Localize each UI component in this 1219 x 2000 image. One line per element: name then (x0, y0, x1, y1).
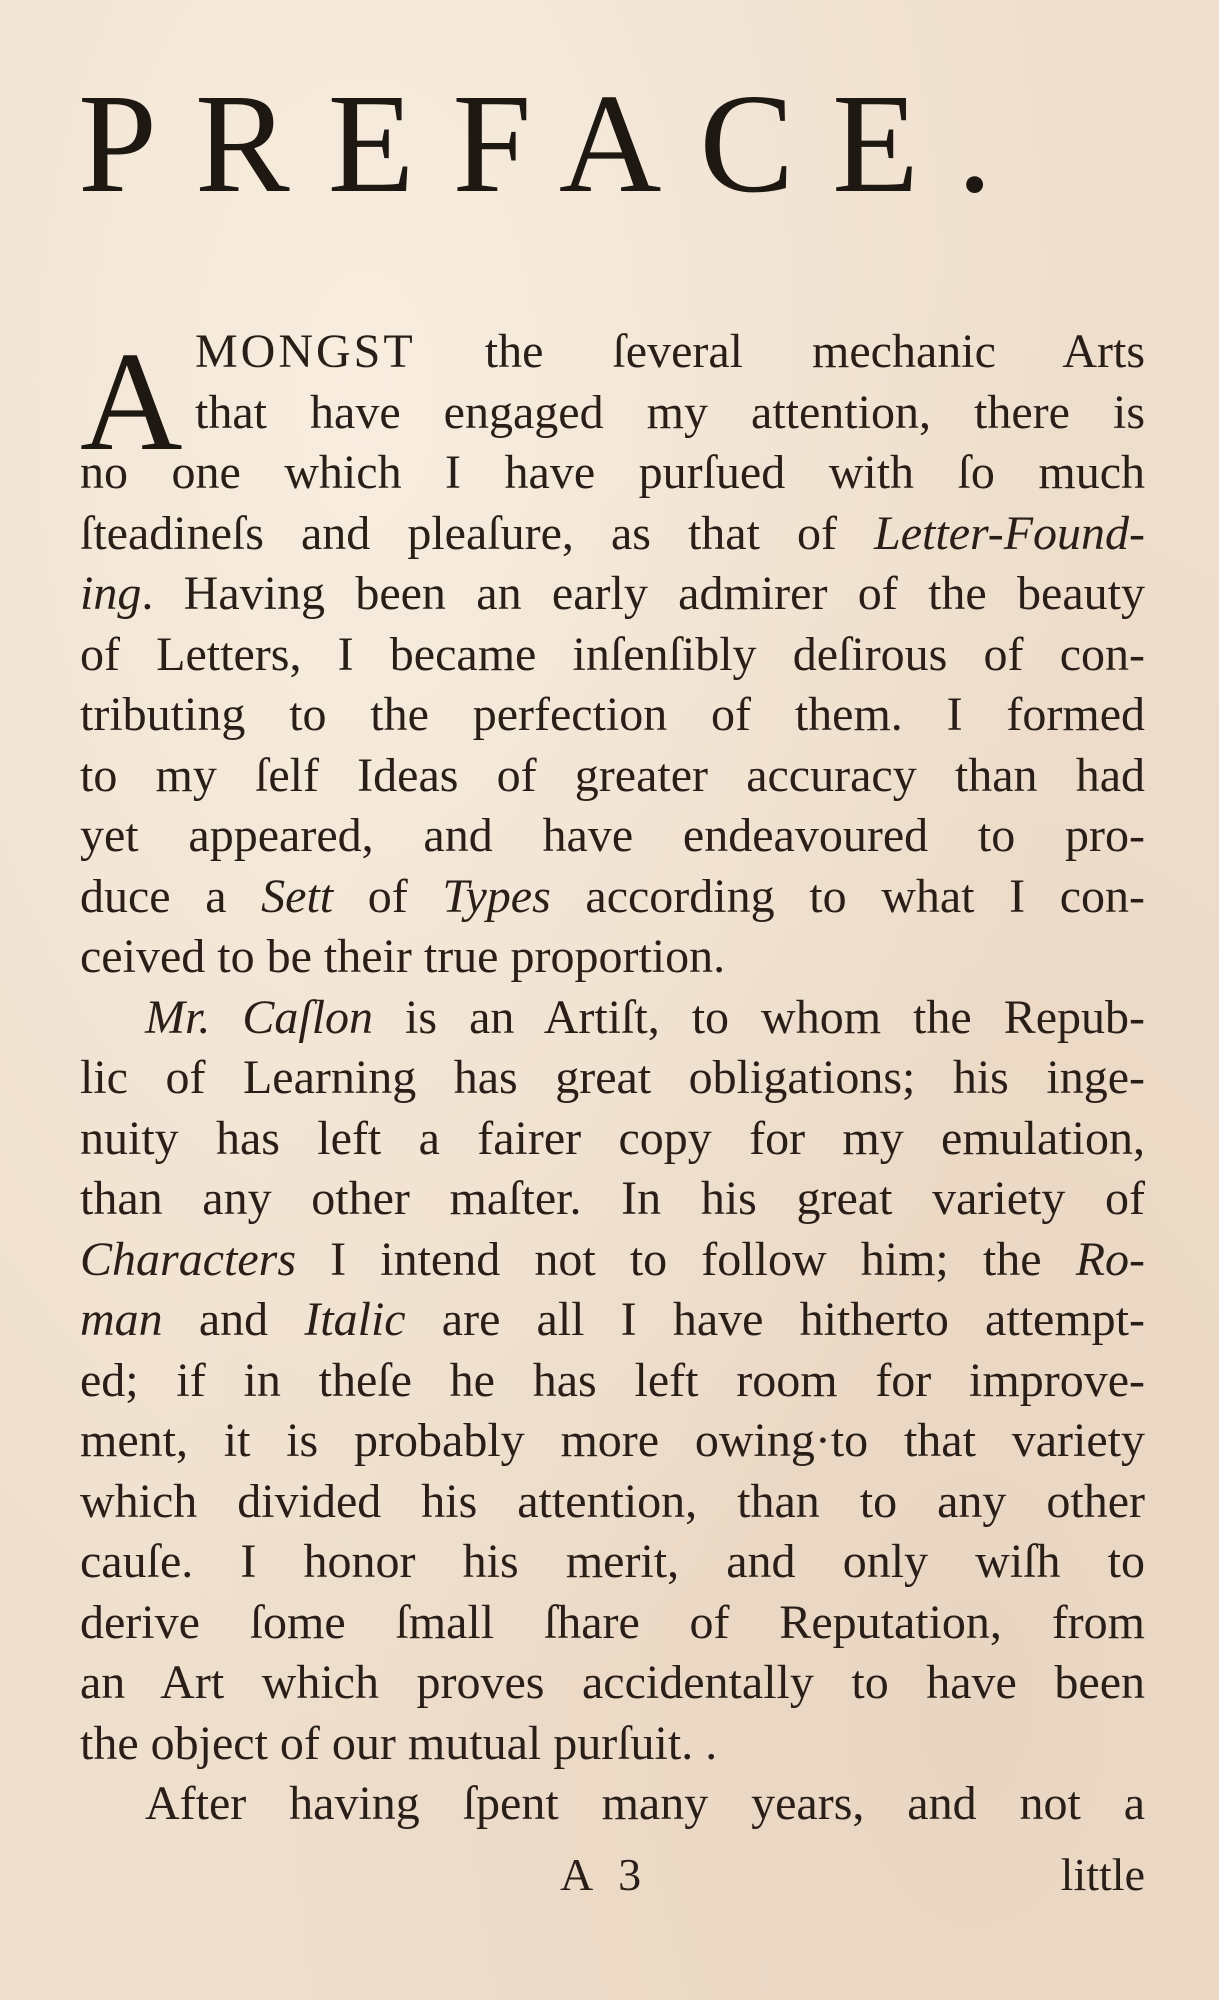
text-line: ſteadineſs and pleaſure, as that of Letter-Found- (80, 506, 1145, 560)
preface-text (80, 322, 1145, 1835)
text-line: ment, it is probably more owing·to that variety (80, 1414, 1145, 1467)
text-line: ing. Having been an early admirer of the beauty (80, 567, 1145, 620)
text-line: man and Italic are all I have hitherto attempt- (80, 1293, 1145, 1346)
first-word: MONGST (195, 325, 416, 378)
text-line: than any other maſter. In his great variety of (80, 1172, 1145, 1225)
text-line: cauſe. I honor his merit, and only wiſh to (80, 1535, 1145, 1588)
text-line: tributing to the perfection of them. I formed (80, 688, 1145, 741)
italic-phrase: Mr. Caſlon (145, 990, 374, 1044)
text-line: that have engaged my attention, there is (195, 385, 1145, 439)
italic-phrase: Italic (304, 1293, 406, 1346)
text-line: ed; if in theſe he has left room for improve- (80, 1353, 1145, 1407)
italic-phrase: Characters (80, 1232, 296, 1286)
catchword: little (1060, 1849, 1145, 1900)
text-line: nuity has left a fairer copy for my emulation, (80, 1111, 1145, 1165)
text-line: ceived to be their true proportion. (80, 930, 726, 983)
italic-phrase: Types (442, 869, 551, 923)
italic-phrase: Letter-Found- (874, 506, 1145, 560)
page-footer (80, 1848, 1145, 1910)
italic-phrase: man (80, 1293, 163, 1346)
text-line: of Letters, I became inſenſibly deſirous of con- (80, 627, 1145, 681)
page-title: PREFACE. (78, 64, 1031, 222)
text-line: Characters I intend not to follow him; the Ro- (80, 1232, 1145, 1286)
text-line: to my ſelf Ideas of greater accuracy than had (80, 748, 1145, 802)
text-line: the object of our mutual purſuit. . (80, 1716, 718, 1770)
signature-mark: A 3 (560, 1849, 650, 1900)
text-line: derive ſome ſmall ſhare of Reputation, from (80, 1595, 1145, 1649)
text-line: After having ſpent many years, and not a (145, 1777, 1145, 1830)
text-line: MONGST the ſeveral mechanic Arts (195, 325, 1145, 378)
italic-phrase: Ro- (1075, 1232, 1145, 1286)
drop-cap: A (80, 322, 183, 480)
text-line: lic of Learning has great obligations; his inge- (80, 1051, 1145, 1104)
text-line: yet appeared, and have endeavoured to pro- (80, 809, 1145, 862)
text-line: duce a Sett of Types according to what I con- (80, 869, 1146, 923)
italic-phrase: Sett (261, 869, 334, 923)
text-line: no one which I have purſued with ſo much (80, 446, 1145, 499)
text-line: which divided his attention, than to any other (80, 1474, 1145, 1528)
text-line: Mr. Caſlon is an Artiſt, to whom the Repub- (145, 990, 1146, 1044)
italic-phrase: ing (80, 567, 142, 620)
text-line: an Art which proves accidentally to have been (80, 1656, 1145, 1709)
